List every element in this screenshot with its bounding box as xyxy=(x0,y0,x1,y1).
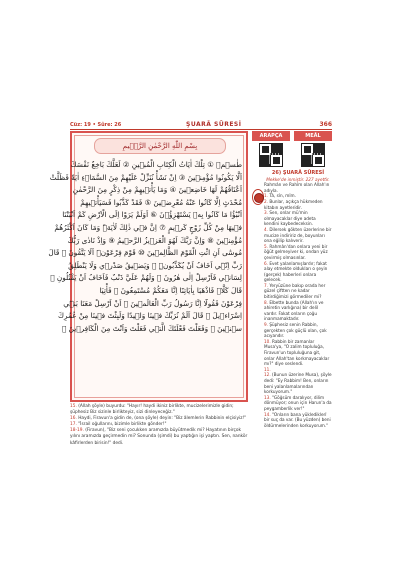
arabic-line: رَبِّ اِنّ۪ٓي اَخَافُ اَنْ يُكَذِّبُونِۜ ⑫ وَيَض۪يقُ صَدْر۪ي وَلَا يَنْطَلِقُ xyxy=(68,260,242,270)
side-verse xyxy=(264,283,332,300)
translation-paragraph xyxy=(70,404,248,416)
side-verse xyxy=(264,182,332,193)
side-verse-number: 8. xyxy=(264,299,270,305)
side-verse-text: Elbette bunda (Allah'ın ve ahiretin varlığına) bir delil vardır. Fakat onların çoğu inanmamaktadır. xyxy=(264,299,324,322)
side-verse xyxy=(264,199,332,210)
arabic-line: اَلَّا يَكُونُوا مُؤْمِن۪ينَ ③ اِنْ نَشَأْ نُنَزِّلْ عَلَيْهِمْ مِنَ السَّمَاۤءِ اٰيَةً فَظَلَّتْ xyxy=(49,172,242,182)
qr-code-meal[interactable] xyxy=(301,143,325,167)
sura-title: ŞUARÂ SÛRESİ xyxy=(186,121,242,128)
arabic-line: مُؤْمِن۪ينَ ⑧ وَاِنَّ رَبَّكَ لَهُوَ الْعَز۪يزُ الرَّح۪يمُ ⑨ وَاِذْ نَادٰى رَبُّكَ xyxy=(67,235,242,245)
juz-sura-label: Cüz: 19 • Sûre: 26 xyxy=(70,122,122,128)
tab-arabic[interactable]: ARAPÇA xyxy=(252,131,290,141)
side-verse-number: 9. xyxy=(264,322,270,328)
side-verse-number: 3. xyxy=(264,210,270,216)
side-verse-text: Şüphesiz senin Rabbin, gerçekten çok güçlü olan, çok acıyandır. xyxy=(264,322,327,339)
mushaf-frame xyxy=(48,131,248,402)
arabic-line: قَالَ كَلَّاۚ فَاذْهَبَا بِاٰيَاتِنَٓا اِنَّا مَعَكُمْ مُسْتَمِعُونَ ⑮ فَأْتِيَا xyxy=(99,285,242,295)
side-verse xyxy=(264,300,332,322)
arabic-line: مُحْدَثٍ اِلَّا كَانُوا عَنْهُ مُعْرِض۪ينَ ⑤ فَقَدْ كَذَّبُوا فَسَيَأْت۪يهِمْ xyxy=(80,197,242,207)
side-verse-number: 4. xyxy=(264,226,270,232)
arabic-line: لِسَان۪ي فَاَرْسِلْ اِلٰى هٰرُونَ ⑬ وَلَهُمْ عَلَيَّ ذَنْبٌ فَاَخَافُ اَنْ يَقْتُلُونِ ⑭ xyxy=(50,273,242,283)
side-verse xyxy=(264,261,332,283)
arabic-text-block xyxy=(48,159,242,335)
verse-number: 16. xyxy=(70,416,79,422)
side-verse-text: "Göğsüm daralıyor, dilim dönmüyor; onun için Harun'a da peygamberlik ver!" xyxy=(264,394,332,411)
arabic-line: ف۪يهَا مِنْ كُلِّ زَوْجٍ كَر۪يمٍ ⑦ اِنَّ ف۪ي ذٰلِكَ لَاٰيَةًۜ وَمَا كَانَ اَكْثَرُهُمْ xyxy=(54,222,242,232)
arabic-line: فِرْعَوْنَ فَقُولَٓا اِنَّا رَسُولُ رَبِّ الْعَالَم۪ينَ ⑯ اَنْ اَرْسِلْ مَعَنَا بَن۪ٓي xyxy=(63,298,242,308)
side-translation xyxy=(264,171,332,428)
side-verse-text: Bunlar, açıkça hükmeden kitabın ayetleridir. xyxy=(264,198,323,210)
tab-meal[interactable]: MEÂL xyxy=(294,131,332,141)
arabic-line: طٰسۤمۤ ① تِلْكَ اٰيَاتُ الْكِتَابِ الْمُب۪ينِ ② لَعَلَّكَ بَاخِعٌ نَفْسَكَ xyxy=(70,160,242,169)
side-verse-number: 10. xyxy=(264,338,272,344)
side-verse-number: 2. xyxy=(264,198,270,204)
side-verse-number: 1. xyxy=(264,193,270,199)
arabic-line: اَنْبٰٓؤُا مَا كَانُوا بِه۪ يَسْتَهْزِؤُ۫نَ ⑥ اَوَلَمْ يَرَوْا اِلَى الْاَرْضِ كَمْ اَنْبَتْنَا xyxy=(62,210,242,220)
side-verse xyxy=(264,244,332,261)
side-verse xyxy=(264,227,332,244)
side-verse xyxy=(264,322,332,339)
header-rule xyxy=(70,129,332,130)
side-verse-text: Yeryüzüne bakıp orada her güzel çiftten ne kadar bitirdiğimizi görmediler mi? xyxy=(264,282,326,300)
side-verse-number: 7. xyxy=(264,282,270,288)
side-verse-number: 12. xyxy=(264,372,272,378)
page-header xyxy=(70,118,332,130)
side-verse-number: 13. xyxy=(264,394,272,400)
qr-tabs xyxy=(252,131,332,141)
arabic-line: اَعْنَاقُهُمْ لَهَا خَاضِع۪ينَ ④ وَمَا يَأْت۪يهِمْ مِنْ ذِكْرٍ مِنَ الرَّحْمٰنِ xyxy=(72,185,242,195)
side-verse-number: 5. xyxy=(264,243,270,249)
verse-number: 17. xyxy=(70,422,79,428)
qr-code-arabic[interactable] xyxy=(259,143,283,167)
side-title: 26) ŞUARÂ SÛRESİ xyxy=(271,170,325,176)
translation-text: (Allah şöyle) buyurdu: "Hayır! haydi ikiniz birlikte, mucizelerimizle gidin; şüphesiz Biz sizinle birlikteyiz, sizi dinleyeceğiz." xyxy=(70,404,234,416)
basmala: بِسْمِ اللّٰهِ الرَّحْمٰنِ الرَّح۪يمِ xyxy=(94,138,226,154)
side-verse-text: Tâ, sîn, mîm. xyxy=(269,193,296,199)
arabic-line: س۪ن۪ينَ ⑱ وَفَعَلْتَ فَعْلَتَكَ الَّت۪ي فَعَلْتَ وَاَنْتَ مِنَ الْكَافِر۪ينَ ⑲ xyxy=(61,323,242,333)
side-verse-number: 14. xyxy=(264,411,272,417)
ornament-icon xyxy=(252,175,264,235)
side-verse-text: Rahmân ve Rahîm olan Allah'ın adıyla. xyxy=(264,182,330,193)
side-subtitle: Mekke'de inmiştir. 227 ayettir. xyxy=(266,176,330,182)
arabic-line: مُوسٰٓى اَنِ ائْتِ الْقَوْمَ الظَّالِم۪ينَ ⑩ قَوْمَ فِرْعَوْنَۜ اَلَا يَتَّقُونَ ⑪ قَالَ xyxy=(48,248,242,258)
translation-paragraph xyxy=(70,428,248,446)
verse-number: 15. xyxy=(70,404,79,409)
side-verse xyxy=(264,395,332,412)
arabic-line: اِسْرَٓاء۪يلَ ⑰ قَالَ اَلَمْ نُرَبِّكَ ف۪ينَا وَل۪يدًا وَلَبِثْتَ ف۪ينَا مِنْ عُمُرِكَ xyxy=(57,311,242,321)
side-verse-text: Evet yalanlamışlardır; fakat alay etmekte oldukları o şeyin (gerçek) haberleri onlara gelecek. xyxy=(264,260,328,283)
side-panel xyxy=(252,131,332,431)
verse-number: 18-19. xyxy=(70,428,86,434)
side-verse-number: 11. xyxy=(264,366,271,372)
translation-text: (Firavun), "Biz seni çocukken aramızda büyütmedik mi? Hayatının birçok yılını aramızda geçirmedin mi? Sonunda (şimdi) bu yaptığın işi yaptın. Sen, nankör kâfirlerden birisin!" dedi. xyxy=(70,428,248,446)
side-verse-number: 6. xyxy=(264,260,270,266)
translation-block xyxy=(70,404,248,447)
side-verse xyxy=(264,210,332,227)
translation-text: "İsrail oğullarını, bizimle birlikte gönder!" xyxy=(78,422,167,428)
page-number: 366 xyxy=(319,121,332,128)
side-verse xyxy=(264,412,332,429)
side-verse-text: (Bunun üzerine Musa), şöyle dedi: "Ey Rabbim! Ben, onların beni yalanlamalarından korkuyorum." xyxy=(264,372,332,395)
side-verse-text: "Onların bana yüklediklerî bir suç da var. (Bu yüzden) beni öldürmelerinden korkuyorum." xyxy=(264,411,331,428)
side-verse xyxy=(264,339,332,367)
side-verse-text: Dilersek gökten üzerlerine bir mucize indiririz de, boyunları ona eğilip kalıverir. xyxy=(264,226,332,244)
side-verse xyxy=(264,372,332,394)
side-verse-text: Sen, onlar mü'min olmayacaklar diye adeta kendini kaybedeceksin. xyxy=(264,210,316,227)
side-verse-text: Rahmân'dan onlara yeni bir öğüt gelmeyiver ki, ondan yüz çevirmiş olmasınlar. xyxy=(264,243,328,260)
side-verse-text: Rabbin bir zamanlar Musa'ya, "O zalim topluluğa, Firavun'un topluluğuna git, onlar Allah'tan korkmayacaklar mı?" diye seslendi. xyxy=(264,338,330,367)
translation-text: Haydi, Firavun'a gidin de, (ona şöyle) deyin: "Biz âlemlerin Rabbinin elçisiyiz!" xyxy=(78,416,247,422)
